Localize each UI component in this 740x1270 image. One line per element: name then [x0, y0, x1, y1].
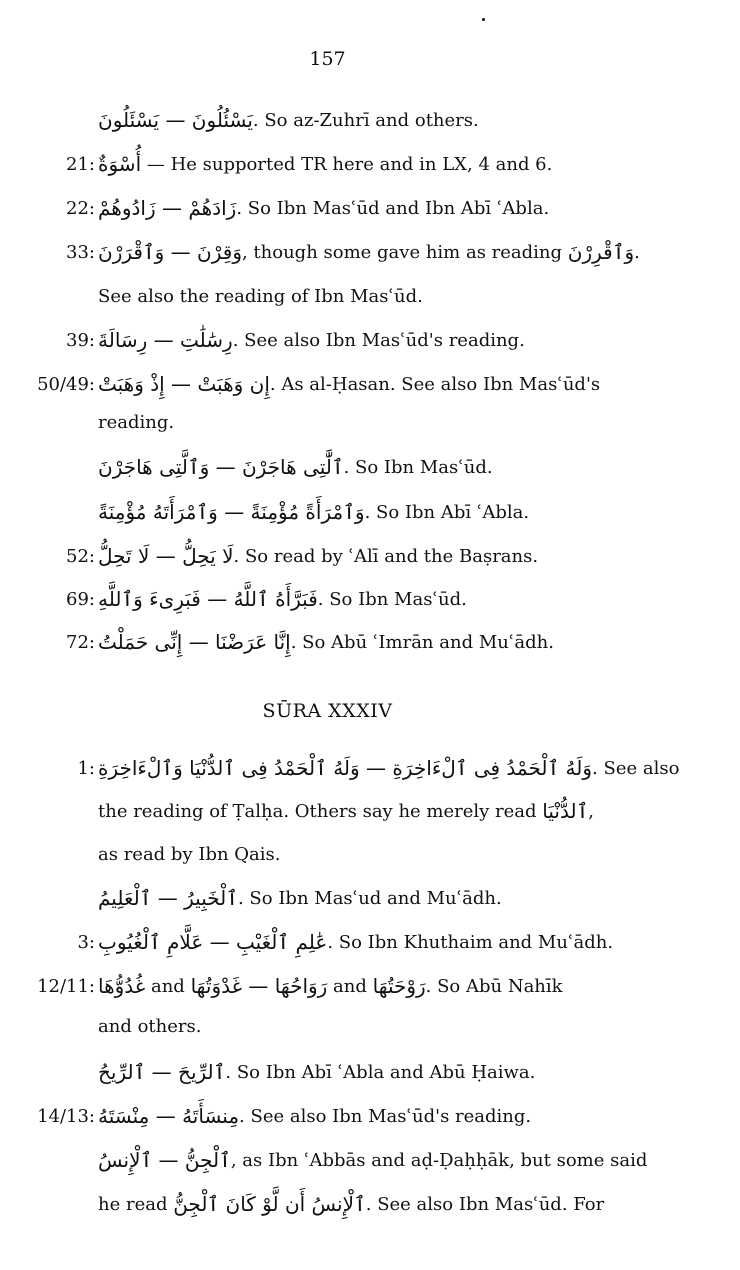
- arabic-reading: رِسَٰلَٰتِ — رِسَالَةَ: [98, 328, 233, 352]
- commentary-text: .: [634, 241, 640, 263]
- text-line: [0, 791, 594, 831]
- arabic-reading: إِن وَهَبَتْ — إِذْ وَهَبَتْ: [98, 372, 270, 396]
- commentary-text: . See also Ibn Masʿūd's reading.: [239, 1105, 532, 1127]
- text-line: [0, 922, 613, 962]
- verse-number: 22:: [66, 197, 95, 219]
- arabic-reading: ٱلْإِنسُ أَن لَّوْ كَانَ ٱلْجِنُّ: [173, 1192, 366, 1216]
- commentary-text: ,: [588, 800, 595, 822]
- arabic-reading: ٱلَّٰتِى هَاجَرْنَ — وَٱلَّتِى هَاجَرْنَ: [98, 455, 344, 479]
- arabic-reading: وَلَهُ ٱلْحَمْدُ فِى ٱلْءَاخِرَةِ — وَلَهُ ٱلْحَمْدُ فِى ٱلدُّنْيَا وَٱلْءَاخِرَةِ: [98, 756, 593, 780]
- commentary-text: . See also Ibn Masʿūd. For: [365, 1193, 605, 1215]
- text-line: [0, 622, 554, 662]
- text-line: [0, 1096, 531, 1136]
- text-line: [0, 364, 600, 404]
- commentary-text: . So Ibn Masʿūd and Ibn Abī ʿAbla.: [236, 197, 550, 219]
- arabic-reading: إِنَّا عَرَضْنَا — إِنِّى حَمَلْتُ: [98, 630, 291, 654]
- text-line: [0, 144, 552, 184]
- text-line: [0, 320, 525, 360]
- text-line: [0, 579, 467, 619]
- commentary-text: . As al-Ḥasan. See also Ibn Masʿūd's: [269, 373, 601, 395]
- arabic-reading: عَٰلِمِ ٱلْغَيْبِ — عَلَّامِ ٱلْغُيُوبِ: [98, 930, 328, 954]
- text-line: [0, 1052, 535, 1092]
- text-line: [0, 492, 529, 532]
- arabic-reading: ٱلْجِنُّ — ٱلْإِنسُ: [98, 1148, 231, 1172]
- commentary-text: — He supported TR here and in LX, 4 and 6.: [141, 153, 553, 175]
- arabic-reading: ٱلرِّيحَ — ٱلرِّيحُ: [98, 1060, 226, 1084]
- verse-number: 12/11:: [37, 975, 95, 997]
- arabic-reading: وَٱمْرَأَةً مُؤْمِنَةً — وَٱمْرَأَتَهُ مُؤْمِنَةً: [98, 500, 365, 524]
- text-line: [0, 232, 640, 272]
- text-line: [0, 1006, 201, 1046]
- arabic-reading: ٱلْخَبِيرُ — ٱلْعَلِيمُ: [98, 886, 238, 910]
- arabic-reading: أُسْوَةٌ: [98, 152, 142, 176]
- verse-number: 72:: [66, 631, 95, 653]
- commentary-text: . So read by ʿAlī and the Baṣrans.: [233, 545, 539, 567]
- text-line: [0, 966, 563, 1006]
- arabic-reading: وَقِرْنَ — وَٱقْرَرْنَ: [98, 240, 242, 264]
- text-line: [0, 276, 423, 316]
- arabic-reading: رَوْحَتُهَا: [372, 974, 426, 998]
- verse-number: 33:: [66, 241, 95, 263]
- text-line: [0, 100, 479, 140]
- commentary-text: . So Abū Nahīk: [425, 975, 563, 997]
- commentary-text: . See also: [592, 757, 680, 779]
- arabic-reading: يَسْئُلُونَ — يَسْئَلُونَ: [98, 108, 253, 132]
- commentary-text: as read by Ibn Qais.: [98, 843, 281, 865]
- text-line: [0, 536, 538, 576]
- verse-number: 39:: [66, 329, 95, 351]
- text-line: [0, 748, 679, 788]
- ink-speck: [482, 18, 485, 21]
- verse-number: 14/13:: [37, 1105, 95, 1127]
- verse-number: 69:: [66, 588, 95, 610]
- commentary-text: reading.: [98, 411, 175, 433]
- commentary-text: , as Ibn ʿAbbās and aḍ-Ḍaḥḥāk, but some said: [230, 1149, 648, 1171]
- text-line: [0, 878, 502, 918]
- text-line: [0, 1184, 604, 1224]
- text-line: [0, 402, 174, 442]
- commentary-text: . So Ibn Abī ʿAbla.: [364, 501, 530, 523]
- arabic-reading: رَوَاحُهَا — غَدْوَتُهَا: [190, 974, 328, 998]
- commentary-text: and: [327, 975, 373, 997]
- text-line: [0, 188, 549, 228]
- arabic-reading: وَٱقْرِرْنَ: [567, 240, 635, 264]
- verse-number: 3:: [77, 931, 95, 953]
- commentary-text: . So Ibn Masʿūd.: [343, 456, 493, 478]
- arabic-reading: فَبَرَّأَهُ ٱللَّهُ — فَبَرِىءَ وَٱللَّهِ: [98, 587, 318, 611]
- commentary-text: , though some gave him as reading: [241, 241, 568, 263]
- commentary-text: he read: [98, 1193, 174, 1215]
- arabic-reading: ٱلدُّنْيَا: [542, 799, 589, 823]
- arabic-reading: مِنسَأَتَهُ — مِنْسَتَهُ: [98, 1104, 240, 1128]
- section-heading: SŪRA XXXIV: [262, 700, 393, 722]
- arabic-reading: غُدُوُّهَا: [98, 974, 146, 998]
- verse-number: 1:: [77, 757, 95, 779]
- verse-number: 52:: [66, 545, 95, 567]
- commentary-text: and others.: [98, 1015, 202, 1037]
- commentary-text: and: [145, 975, 191, 997]
- page-number: 157: [309, 48, 346, 70]
- commentary-text: See also the reading of Ibn Masʿūd.: [98, 285, 423, 307]
- commentary-text: . So Ibn Khuthaim and Muʿādh.: [327, 931, 614, 953]
- commentary-text: . So Ibn Abī ʿAbla and Abū Ḥaiwa.: [225, 1061, 536, 1083]
- verse-number: 21:: [66, 153, 95, 175]
- commentary-text: . See also Ibn Masʿūd's reading.: [232, 329, 525, 351]
- commentary-text: the reading of Ṭalḥa. Others say he merely read: [98, 800, 543, 822]
- commentary-text: . So az-Zuhrī and others.: [252, 109, 479, 131]
- arabic-reading: زَادَهُمْ — زَادُوهُمْ: [98, 196, 237, 220]
- commentary-text: . So Ibn Masʿud and Muʿādh.: [237, 887, 502, 909]
- text-line: [0, 1140, 647, 1180]
- text-line: [0, 834, 281, 874]
- arabic-reading: لَا يَحِلُّ — لَا تَحِلُّ: [98, 544, 234, 568]
- verse-number: 50/49:: [37, 373, 95, 395]
- commentary-text: . So Abū ʿImrān and Muʿādh.: [290, 631, 554, 653]
- text-line: [0, 447, 493, 487]
- commentary-text: . So Ibn Masʿūd.: [317, 588, 467, 610]
